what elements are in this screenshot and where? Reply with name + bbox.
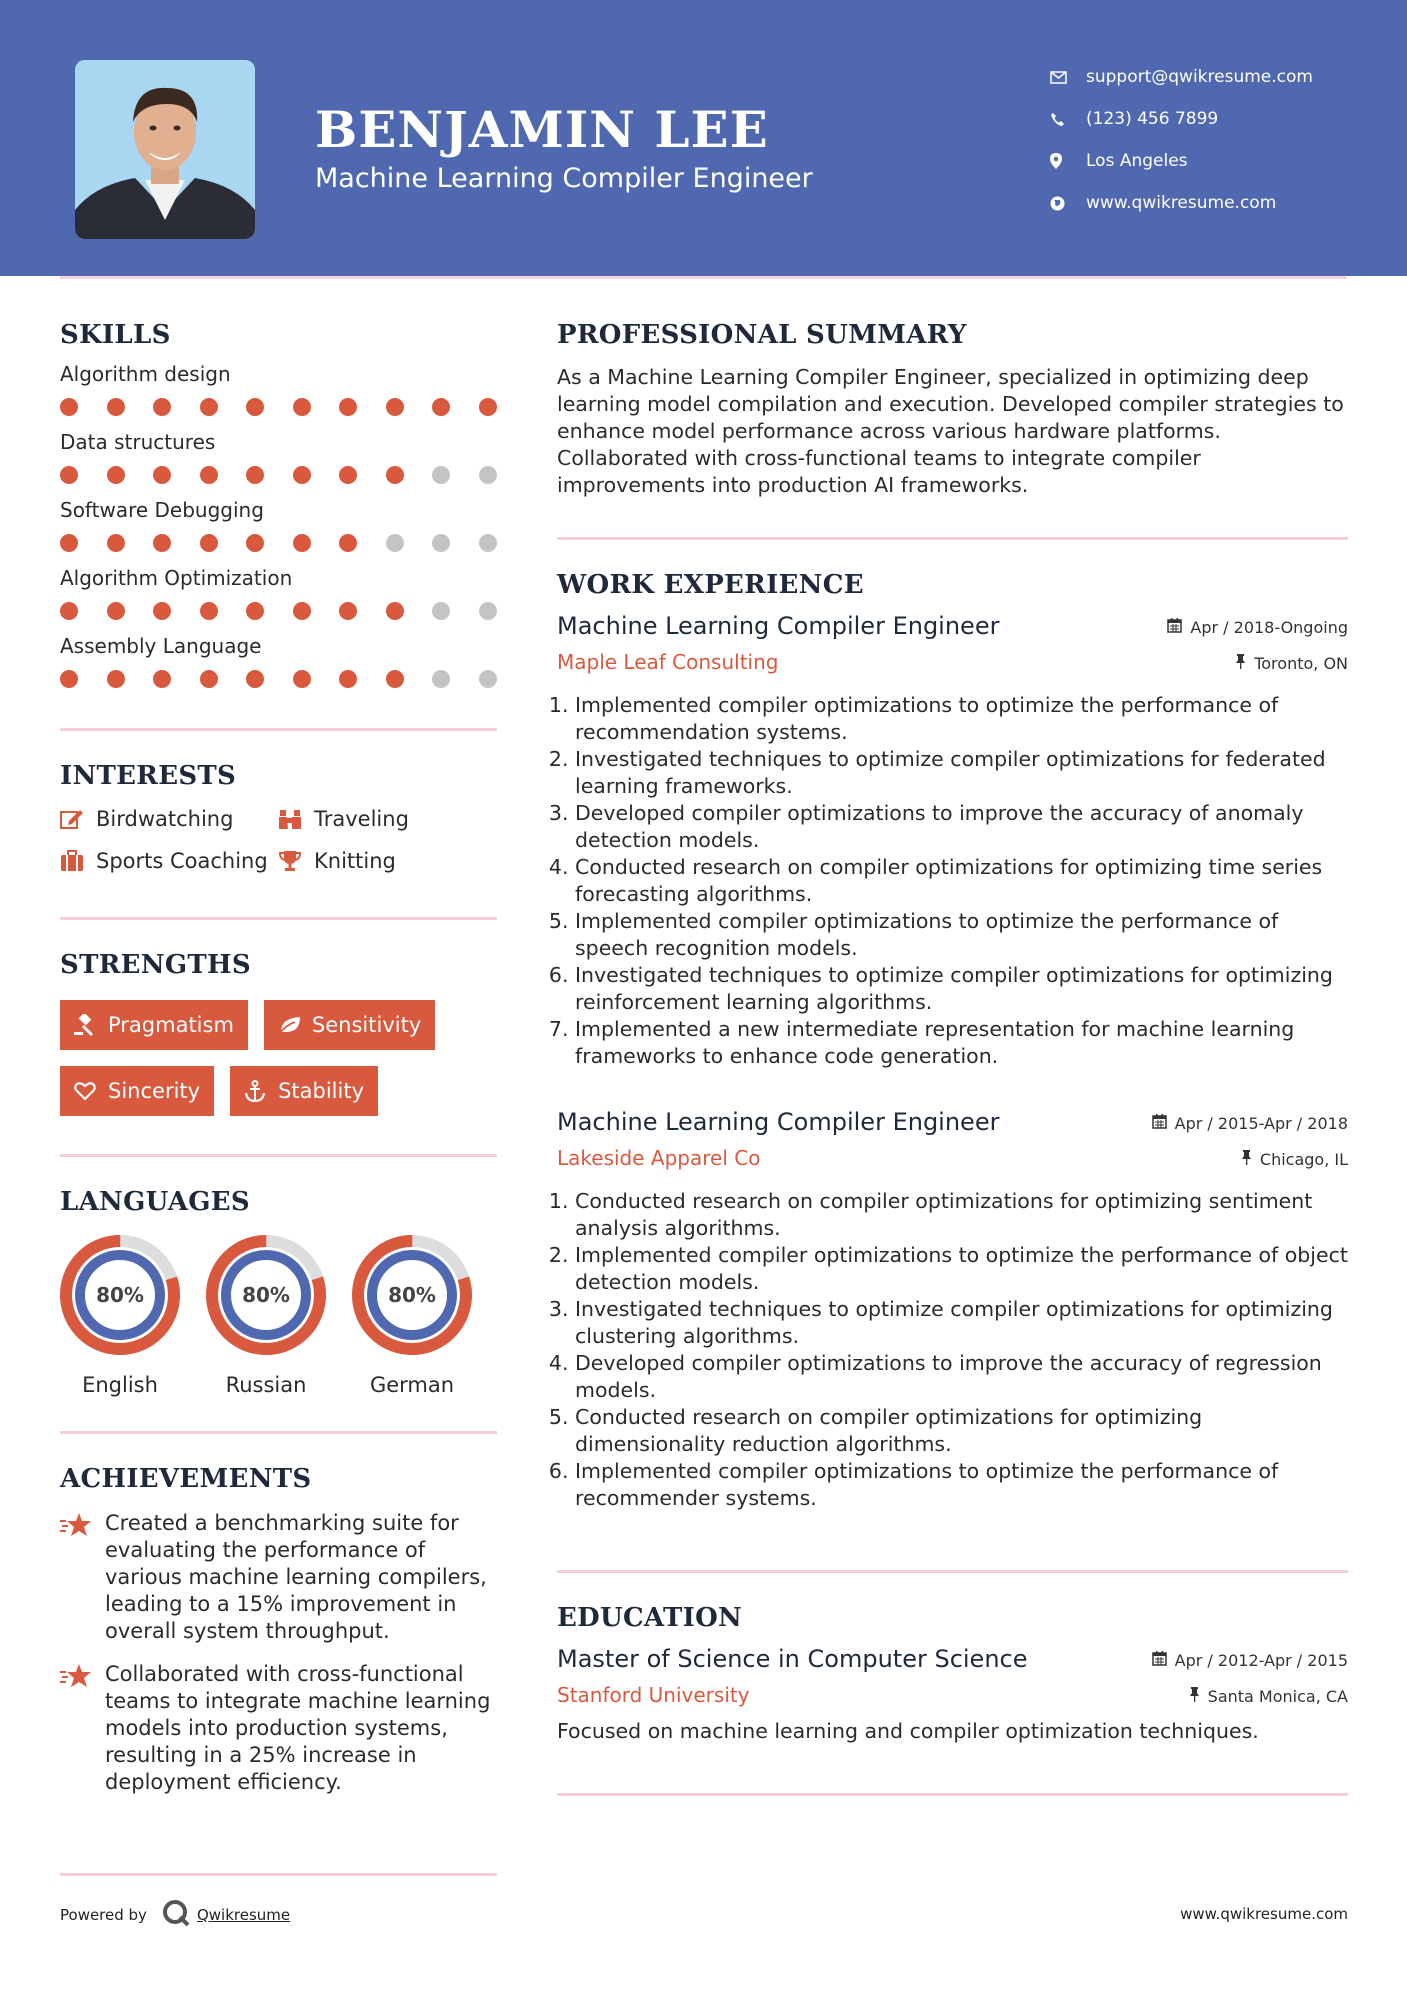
contact-email[interactable]: support@qwikresume.com (1050, 56, 1390, 98)
rating-dot-filled (153, 534, 171, 552)
education-title: EDUCATION (557, 1603, 743, 1633)
language-ring (206, 1235, 326, 1355)
briefcase-icon (60, 850, 96, 872)
rating-dot-filled (293, 670, 311, 688)
rating-dot-filled (153, 602, 171, 620)
education-description: Focused on machine learning and compiler optimization techniques. (557, 1719, 1259, 1743)
achievement-item: Created a benchmarking suite for evaluating the performance of various machine learning compilers, leading to a 15% improvement in overall system throughput. (60, 1510, 497, 1645)
skill-label: Software Debugging (60, 498, 264, 522)
gavel-icon (74, 1014, 108, 1036)
rating-dot-filled (246, 534, 264, 552)
skill-rating (60, 670, 497, 688)
experience-title: WORK EXPERIENCE (557, 570, 864, 600)
phone-icon (1050, 112, 1086, 127)
footer-divider (60, 1873, 497, 1876)
rating-dot-filled (60, 534, 78, 552)
skill-label: Data structures (60, 430, 216, 454)
rating-dot-filled (293, 398, 311, 416)
header-divider (60, 276, 1347, 279)
rating-dot-filled (107, 466, 125, 484)
rating-dot-empty (432, 466, 450, 484)
jobs-list (557, 612, 1348, 1512)
job-title: Machine Learning Compiler Engineer (557, 1108, 1000, 1136)
rating-dot-filled (339, 670, 357, 688)
languages-title: LANGUAGES (60, 1187, 250, 1217)
language-item (206, 1235, 326, 1397)
strength-tag: Sincerity (60, 1066, 214, 1116)
rating-dot-empty (479, 466, 497, 484)
rating-dot-filled (293, 602, 311, 620)
candidate-role: Machine Learning Compiler Engineer (315, 163, 813, 194)
rating-dot-filled (432, 398, 450, 416)
rating-dot-filled (246, 602, 264, 620)
rating-dot-filled (386, 602, 404, 620)
skills-title: SKILLS (60, 320, 171, 350)
skill-rating (60, 466, 497, 484)
job-responsibilities (557, 692, 1348, 1070)
rating-dot-filled (200, 602, 218, 620)
interest-item: Birdwatching (60, 807, 278, 831)
leaf-icon (278, 1015, 312, 1035)
map-pin-icon (1050, 153, 1086, 169)
strength-tag: Sensitivity (264, 1000, 435, 1050)
contact-location: Los Angeles (1050, 140, 1390, 182)
job-entry (557, 612, 1348, 1070)
rating-dot-empty (479, 602, 497, 620)
list-item: 2. Implemented compiler optimizations to optimize the performance of object detection models. (575, 1242, 1348, 1296)
calendar-icon (1152, 1651, 1167, 1670)
school-name: Stanford University (557, 1683, 750, 1707)
job-location: Toronto, ON (1235, 654, 1348, 673)
interest-item: Sports Coaching (60, 849, 278, 873)
company-name: Maple Leaf Consulting (557, 650, 779, 674)
job-location: Chicago, IL (1241, 1150, 1348, 1169)
rating-dot-filled (107, 670, 125, 688)
star-icon (60, 1510, 105, 1645)
rating-dot-filled (60, 670, 78, 688)
language-ring (60, 1235, 180, 1355)
powered-by: Powered by Qwikresume (60, 1898, 290, 1932)
list-item: 1. Implemented compiler optimizations to optimize the performance of recommendation systems. (575, 692, 1348, 746)
interests-list (60, 807, 497, 873)
section-divider (557, 1570, 1348, 1573)
trophy-icon (278, 850, 314, 872)
job-dates: Apr / 2015-Apr / 2018 (1152, 1114, 1348, 1133)
rating-dot-empty (479, 670, 497, 688)
rating-dot-filled (386, 398, 404, 416)
footer-website[interactable]: www.qwikresume.com (1180, 1905, 1348, 1923)
list-item: 7. Implemented a new intermediate representation for machine learning frameworks to enhance code generation. (575, 1016, 1348, 1070)
list-item: 6. Investigated techniques to optimize compiler optimizations for optimizing reinforcement learning algorithms. (575, 962, 1348, 1016)
rating-dot-filled (386, 670, 404, 688)
strength-tag: Pragmatism (60, 1000, 248, 1050)
strength-tag: Stability (230, 1066, 378, 1116)
qwikresume-link[interactable]: Qwikresume (196, 1906, 291, 1924)
interest-item: Traveling (278, 807, 497, 831)
pushpin-icon (1189, 1687, 1200, 1706)
education-entry (557, 1645, 1348, 1743)
company-name: Lakeside Apparel Co (557, 1146, 761, 1170)
envelope-icon (1050, 71, 1086, 84)
anchor-icon (244, 1080, 278, 1102)
language-percent: 80% (96, 1283, 144, 1307)
list-item: 3. Investigated techniques to optimize compiler optimizations for optimizing clustering algorithms. (575, 1296, 1348, 1350)
rating-dot-filled (153, 398, 171, 416)
section-divider (60, 917, 497, 920)
degree-title: Master of Science in Computer Science (557, 1645, 1028, 1673)
skill-label: Algorithm Optimization (60, 566, 293, 590)
rating-dot-filled (339, 398, 357, 416)
list-item: 5. Implemented compiler optimizations to optimize the performance of speech recognition models. (575, 908, 1348, 962)
rating-dot-filled (386, 466, 404, 484)
skill-rating (60, 602, 497, 620)
interest-item: Knitting (278, 849, 497, 873)
language-name: Russian (225, 1373, 307, 1397)
skill-label: Algorithm design (60, 362, 231, 386)
rating-dot-filled (293, 534, 311, 552)
rating-dot-empty (386, 534, 404, 552)
rating-dot-filled (107, 602, 125, 620)
candidate-name: BENJAMIN LEE (315, 100, 769, 159)
profile-photo (75, 60, 255, 239)
education-dates: Apr / 2012-Apr / 2015 (1152, 1651, 1348, 1670)
job-dates: Apr / 2018-Ongoing (1167, 618, 1348, 637)
globe-icon (1050, 196, 1086, 211)
contact-website[interactable]: www.qwikresume.com (1050, 182, 1390, 224)
rating-dot-filled (293, 466, 311, 484)
achievement-item: Collaborated with cross-functional teams to integrate machine learning models into production systems, resulting in a 25% increase in deployment efficiency. (60, 1661, 497, 1796)
left-column (60, 320, 497, 1796)
rating-dot-filled (339, 602, 357, 620)
contact-list (1050, 56, 1390, 224)
section-divider (60, 728, 497, 731)
rating-dot-filled (479, 398, 497, 416)
rating-dot-filled (200, 466, 218, 484)
rating-dot-filled (200, 534, 218, 552)
rating-dot-filled (107, 534, 125, 552)
strengths-title: STRENGTHS (60, 950, 251, 980)
section-divider (60, 1154, 497, 1157)
summary-text: As a Machine Learning Compiler Engineer, specialized in optimizing deep learning model compilation and execution. Developed compiler strategies to enhance model performance across various hardware platforms. Collaborated with cross-functional teams to integrate compiler improvements into production AI frameworks. (557, 365, 1344, 497)
languages-list (60, 1235, 497, 1397)
language-percent: 80% (388, 1283, 436, 1307)
rating-dot-empty (432, 602, 450, 620)
calendar-icon (1167, 618, 1182, 637)
job-responsibilities (557, 1188, 1348, 1512)
binoculars-icon (278, 808, 314, 830)
rating-dot-filled (153, 466, 171, 484)
pushpin-icon (1235, 654, 1246, 673)
rating-dot-filled (339, 466, 357, 484)
rating-dot-filled (246, 670, 264, 688)
list-item: 2. Investigated techniques to optimize compiler optimizations for federated learning frameworks. (575, 746, 1348, 800)
summary-title: PROFESSIONAL SUMMARY (557, 320, 967, 350)
list-item: 3. Developed compiler optimizations to improve the accuracy of anomaly detection models. (575, 800, 1348, 854)
language-item (352, 1235, 472, 1397)
section-divider (557, 1793, 1348, 1796)
list-item: 4. Conducted research on compiler optimizations for optimizing time series forecasting algorithms. (575, 854, 1348, 908)
resume-header (0, 0, 1407, 276)
list-item: 1. Conducted research on compiler optimizations for optimizing sentiment analysis algorithms. (575, 1188, 1348, 1242)
section-divider (557, 537, 1348, 540)
language-ring (352, 1235, 472, 1355)
rating-dot-filled (60, 466, 78, 484)
rating-dot-filled (200, 398, 218, 416)
rating-dot-filled (246, 466, 264, 484)
language-item (60, 1235, 180, 1397)
skill-rating (60, 534, 497, 552)
rating-dot-filled (339, 534, 357, 552)
rating-dot-filled (200, 670, 218, 688)
calendar-icon (1152, 1114, 1167, 1133)
language-percent: 80% (242, 1283, 290, 1307)
pushpin-icon (1241, 1150, 1252, 1169)
rating-dot-filled (153, 670, 171, 688)
job-entry (557, 1108, 1348, 1512)
rating-dot-empty (432, 534, 450, 552)
contact-phone[interactable]: (123) 456 7899 (1050, 98, 1390, 140)
section-divider (60, 1431, 497, 1434)
skill-rating (60, 398, 497, 416)
skill-label: Assembly Language (60, 634, 262, 658)
education-location: Santa Monica, CA (1189, 1687, 1348, 1706)
interests-title: INTERESTS (60, 761, 237, 791)
language-name: English (82, 1373, 158, 1397)
strengths-list (60, 1000, 497, 1116)
rating-dot-filled (107, 398, 125, 416)
achievements-title: ACHIEVEMENTS (60, 1464, 312, 1494)
rating-dot-empty (432, 670, 450, 688)
pencil-icon (60, 808, 96, 830)
rating-dot-filled (60, 602, 78, 620)
rating-dot-filled (246, 398, 264, 416)
list-item: 4. Developed compiler optimizations to improve the accuracy of regression models. (575, 1350, 1348, 1404)
right-column (557, 320, 1348, 1796)
skills-list (60, 362, 497, 688)
rating-dot-filled (60, 398, 78, 416)
star-icon (60, 1661, 105, 1796)
list-item: 5. Conducted research on compiler optimizations for optimizing dimensionality reduction algorithms. (575, 1404, 1348, 1458)
list-item: 6. Implemented compiler optimizations to optimize the performance of recommender systems. (575, 1458, 1348, 1512)
rating-dot-empty (479, 534, 497, 552)
language-name: German (369, 1373, 455, 1397)
job-title: Machine Learning Compiler Engineer (557, 612, 1000, 640)
heart-icon (74, 1081, 108, 1101)
qwikresume-logo-icon (161, 1898, 191, 1932)
